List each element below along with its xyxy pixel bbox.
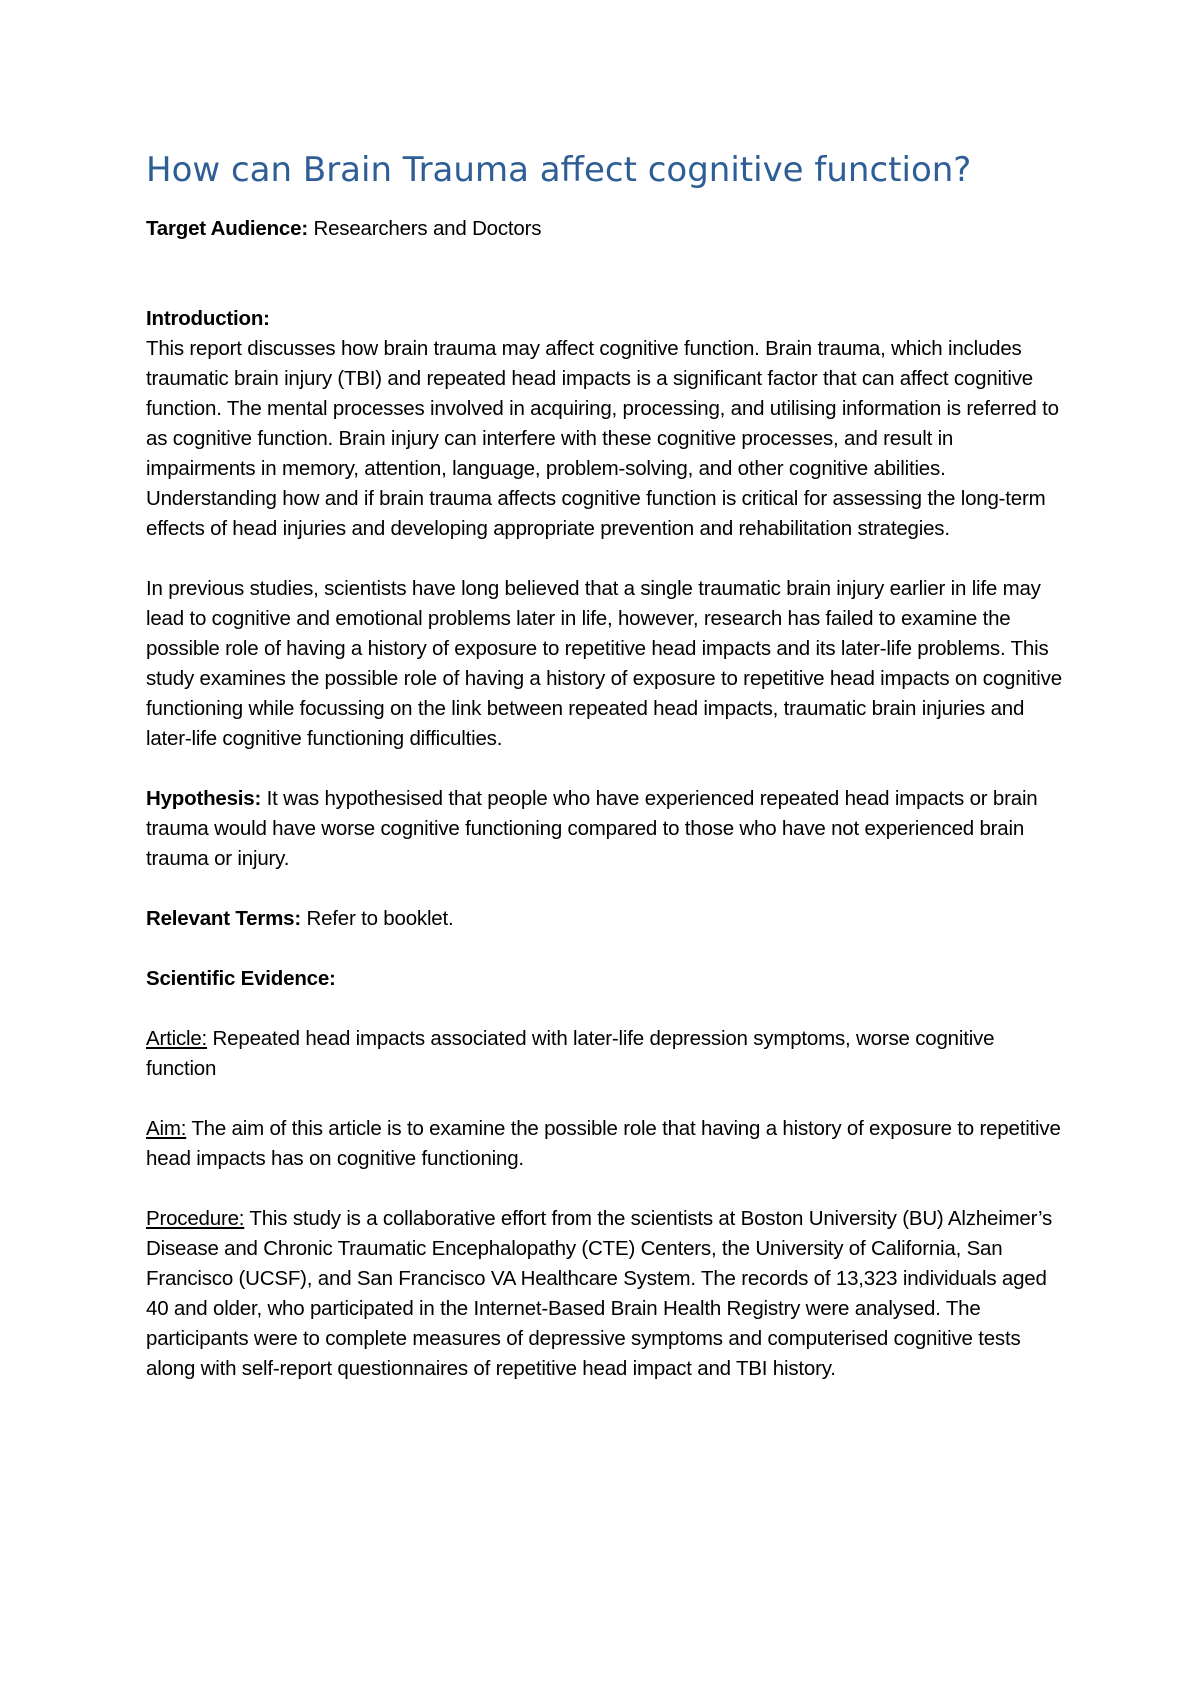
relevant-terms-line [146, 904, 1066, 934]
introduction-paragraph-2: In previous studies, scientists have long believed that a single traumatic brain injury earlier in life may lead to cognitive and emotional problems later in life, however, research has failed to examine the possible role of having a history of exposure to repetitive head impacts and its later-life problems. This study examines the possible role of having a history of exposure to repetitive head impacts on cognitive functioning while focussing on the link between repeated head impacts, traumatic brain injuries and later-life cognitive functioning difficulties. [146, 577, 1062, 750]
relevant-terms-text: Refer to booklet. [300, 907, 454, 930]
spacer [146, 994, 1066, 1024]
document-title: How can Brain Trauma affect cognitive function? [146, 150, 972, 190]
relevant-terms-label: Relevant Terms: [146, 907, 301, 930]
hypothesis-text: It was hypothesised that people who have experienced repeated head impacts or brain trauma would have worse cognitive functioning compared to those who have not experienced brain trauma or injury. [146, 787, 1038, 870]
target-audience-value: Researchers and Doctors [307, 217, 542, 240]
spacer [146, 1084, 1066, 1114]
article-label: Article: [146, 1027, 208, 1050]
procedure-paragraph [146, 1204, 1066, 1384]
hypothesis-label: Hypothesis: [146, 787, 262, 810]
procedure-label: Procedure: [146, 1207, 245, 1230]
target-audience-line [146, 214, 1066, 244]
aim-text: The aim of this article is to examine the possible role that having a history of exposure to repetitive head impacts has on cognitive functioning. [146, 1117, 1061, 1170]
aim-label: Aim: [146, 1117, 187, 1140]
introduction-heading-text: Introduction: [146, 307, 270, 330]
introduction-heading [146, 304, 1066, 334]
hypothesis-paragraph [146, 784, 1066, 874]
spacer [146, 544, 1066, 574]
aim-paragraph [146, 1114, 1066, 1174]
spacer [146, 1174, 1066, 1204]
scientific-evidence-heading [146, 964, 1066, 994]
procedure-text: This study is a collaborative effort from the scientists at Boston University (BU) Alzheimer’s Disease and Chronic Traumatic Encephalopathy (CTE) Centers, the University of California, San Francisco (UCSF), and San Francisco VA Healthcare System. The records of 13,323 individuals aged 40 and older, who participated in the Internet-Based Brain Health Registry were analysed. The participants were to complete measures of depressive symptoms and computerised cognitive tests along with self-report questionnaires of repetitive head impact and TBI history. [146, 1207, 1053, 1380]
introduction-paragraph-1: This report discusses how brain trauma may affect cognitive function. Brain trauma, which includes traumatic brain injury (TBI) and repeated head impacts is a significant factor that can affect cognitive function. The mental processes involved in acquiring, processing, and utilising information is referred to as cognitive function. Brain injury can interfere with these cognitive processes, and result in impairments in memory, attention, language, problem-solving, and other cognitive abilities. Understanding how and if brain trauma affects cognitive function is critical for assessing the long-term effects of head injuries and developing appropriate prevention and rehabilitation strategies. [146, 337, 1059, 540]
scientific-evidence-heading-text: Scientific Evidence: [146, 967, 336, 990]
spacer [146, 244, 1066, 304]
document-body [146, 148, 1066, 1384]
spacer [146, 754, 1066, 784]
article-text: Repeated head impacts associated with later-life depression symptoms, worse cognitive function [146, 1027, 995, 1080]
article-paragraph [146, 1024, 1066, 1084]
spacer [146, 874, 1066, 904]
target-audience-label: Target Audience: [146, 217, 308, 240]
spacer [146, 934, 1066, 964]
